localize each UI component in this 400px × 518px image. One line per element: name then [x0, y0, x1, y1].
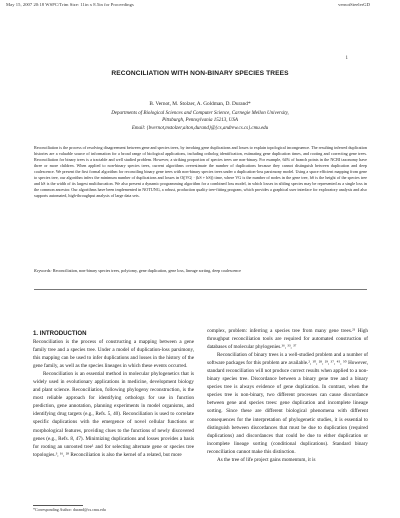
right-column: [207, 327, 368, 464]
keywords-label: Keywords:: [34, 268, 52, 273]
affiliation-line: Pittsburgh, Pennsylvania 15213, USA: [162, 118, 238, 124]
running-header-right: vernotSteelerGD: [338, 2, 370, 7]
abstract: Reconciliation is the process of resolving disagreement between gene and species trees, by invoking gene duplications and losses to explain topological incongruence. The resulting inferred duplication histories are a valuable source of information for a broad range of biological applications, including ortholog identification, estimating gene duplication times, and rooting and correcting gene trees. Reconciliation for binary trees is a tractable and well studied problem. However, a striking proportion of species trees are non-binary. For example, 64% of branch points in the NCBI taxonomy have three or more children. When applied to non-binary species trees, current algorithms overestimate the number of duplications because they cannot distinguish between duplication and deep coalescence. We present the first formal algorithm for reconciling binary gene trees with non-binary species trees under a duplication-loss parsimony model. Using a space efficient mapping from gene to species tree, our algorithm infers the minimum number of duplications and losses in O(|VG| · (kS + hS)) time, where VG is the number of nodes in the gene tree, hS is the height of the species tree and kS is the width of its largest multifurcation. We also present a dynamic programming algorithm for a combined loss model, in which losses in sibling species may be represented as a single loss in the common ancestor. Our algorithms have been implemented in NOTUNG, a robust, production quality tree-fitting program, which provides a graphical user interface for exploratory analysis and also supports automated, high-throughput analysis of large data sets.: [34, 145, 367, 199]
author-list: B. Vernot, M. Stolzer, A. Goldman, D. Durand*: [149, 101, 251, 107]
section-heading: 1. INTRODUCTION: [33, 330, 87, 337]
paragraph: complex, problem: inferring a species tree from many gene trees.²¹ High throughput reconciliation tools are required for automated construction of databases of molecular phylogenies.¹⁶, ³³, ³⁷: [207, 328, 368, 351]
keywords: [34, 268, 367, 274]
paragraph: Reconciliation of binary trees is a well-studied problem and a number of software packages for this problem are available.², ¹⁰, ²⁸, ²⁹, ³⁷, ⁴⁵, ⁵⁰ However, standard reconciliation will not produce correct results when applied to a non-binary species tree. Discordance between a binary gene tree and a binary species tree is always evidence of gene duplication. In contrast, when the species tree is non-binary, two different processes can cause discordance between gene and species trees: gene duplication and incomplete lineage sorting. Since these are different biological phenomena with different consequences for the interpretation of phylogenetic studies, it is essential to distinguish between discordances that must be due to duplication (required duplications) and discordances that could be due to either duplication or incomplete lineage sorting (conditional duplications). Standard binary reconciliation cannot make this distinction.: [207, 352, 368, 455]
paragraph: Reconciliation is the process of constructing a mapping between a gene family tree and a species tree. Under a model of duplication-loss parsimony, this mapping can be used to infer duplications and losses in the history of the gene family, as well as the species lineages in which these events occurred.: [33, 339, 194, 370]
paragraph: Reconciliation is an essential method in molecular phylogenetics that is widely used in evolutionary applications in medicine, development biology and plant science. Reconciliation, following phylogeny reconstruction, is the most reliable approach for identifying orthologs for use in function prediction, gene annotation, planning experiments in model organisms, and identifying drug targets (e.g., Refs. 5, 40). Reconciliation is used to correlate specific duplications with the emergence of novel cellular functions or morphological features, providing clues to the functions of newly discovered genes (e.g., Refs. 8, 47). Minimizing duplications and losses provides a basis for rooting an unrooted tree¹ and for selecting alternate gene or species tree topologies.³, ¹⁶, ²⁸ Reconciliation is also the kernel of a related, but more: [33, 371, 194, 458]
divider: [34, 289, 367, 290]
keywords-text: Reconciliation, non-binary species trees, polytomy, gene duplication, gene loss, lineage sorting, deep coalescence: [52, 268, 241, 273]
affiliation: [40, 110, 360, 132]
left-column: [33, 338, 194, 459]
footnote-rule: [33, 505, 83, 506]
running-header-left: May 15, 2007 20:18 WSPC/Trim Size: 11in x 8.5in for Proceedings: [6, 2, 134, 7]
paper-title: RECONCILIATION WITH NON-BINARY SPECIES TREES: [111, 70, 289, 77]
affiliation-line: Departments of Biological Sciences and Computer Science, Carnegie Mellon University,: [111, 111, 289, 116]
running-header: [6, 2, 370, 12]
footnote: *Corresponding Author: durand@cs.cmu.edu: [33, 507, 106, 512]
page-number: 1: [345, 56, 348, 61]
paragraph: As the tree of life project gains momentum, it is: [217, 456, 316, 463]
affiliation-email: Email: {bvernot,mstolzer,aiton,durand}@{cs,andrew.cs.cs}.cmu.edu: [131, 125, 269, 131]
